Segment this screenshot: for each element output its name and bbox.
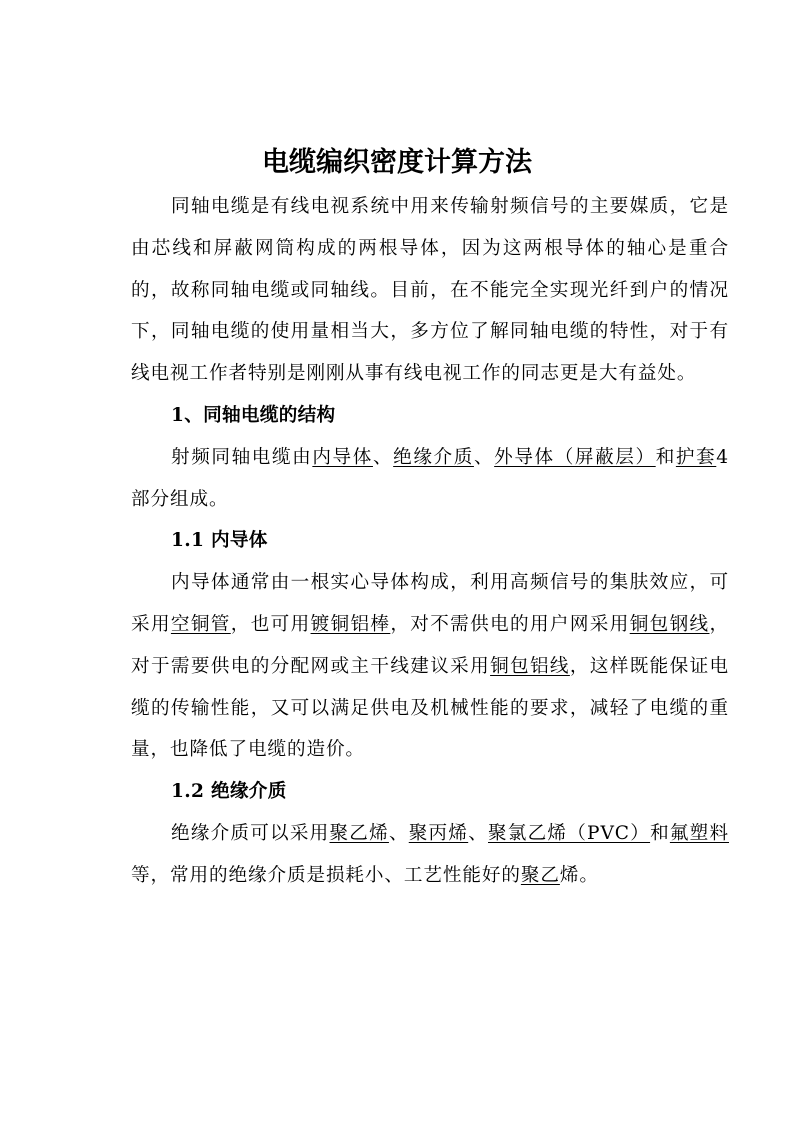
text-run: 4 部分组成。 [131,446,730,510]
text-run: 、 [473,446,495,468]
text-run: ，对不需供电的用户网采用 [390,613,630,635]
text-run: 、 [468,822,488,844]
page-title: 电缆编织密度计算方法 [262,147,532,178]
link-hollow-copper-tube[interactable]: 空铜管 [170,613,231,635]
section-heading-inner-conductor: 1.1 内导体 [171,530,268,552]
link-pvc[interactable]: 聚氯乙烯（PVC） [488,822,651,844]
link-polypropylene[interactable]: 聚丙烯 [408,822,469,844]
text-run: 绝缘介质可以采用 [171,822,330,844]
section-heading-insulation: 1.2 绝缘介质 [171,781,287,803]
text-run: 烯。 [559,864,599,886]
text-run: ，对于需要供电的分配网或主干线建议采用 [131,613,729,677]
link-copper-plated-aluminum-rod[interactable]: 镀铜铝棒 [310,613,391,635]
link-fluoroplastic[interactable]: 氟塑料 [669,822,729,844]
link-inner-conductor[interactable]: 内导体 [312,446,373,468]
link-polyethylene-2[interactable]: 聚乙 [520,864,560,886]
intro-paragraph: 同轴电缆是有线电视系统中用来传输射频信号的主要媒质，它是由芯线和屏蔽网筒构成的两根导体，因为这两根导体的轴心是重合的，故称同轴电缆或同轴线。目前，在不能完全实现光纤到户的情况下，同轴电缆的使用量相当大，多方位了解同轴电缆的特性，对于有线电视工作者特别是刚刚从事有线电视工作的同志更是大有益处。 [131,196,729,385]
text-run: ，也可用 [230,613,311,635]
insulation-paragraph [131,813,729,897]
link-insulation-medium[interactable]: 绝缘介质 [393,446,474,468]
link-copper-clad-aluminum-wire[interactable]: 铜包铝线 [490,655,570,677]
inner-conductor-paragraph [131,562,729,771]
structure-paragraph [131,437,729,521]
link-jacket[interactable]: 护套 [675,446,717,468]
text-run: 和 [655,446,676,468]
document-body [131,186,729,897]
text-run: 射频同轴电缆由 [171,446,313,468]
link-copper-clad-steel-wire[interactable]: 铜包钢线 [629,613,710,635]
text-run: 、 [388,822,409,844]
text-run: 等，常用的绝缘介质是损耗小、工艺性能好的 [131,864,521,886]
link-outer-conductor[interactable]: 外导体（屏蔽层） [494,446,656,468]
text-run: 、 [372,446,394,468]
link-polyethylene[interactable]: 聚乙烯 [329,822,389,844]
text-run: ，这样既能保证电缆的传输性能，又可以满足供电及机械性能的要求，减轻了电缆的重量，也降低了电缆的造价。 [131,655,730,761]
section-heading-structure: 1、同轴电缆的结构 [171,404,336,426]
text-run: 和 [650,822,670,844]
text-run: 内导体通常由一根实心导体构成，利用高频信号的集肤效应，可采用 [131,572,729,635]
